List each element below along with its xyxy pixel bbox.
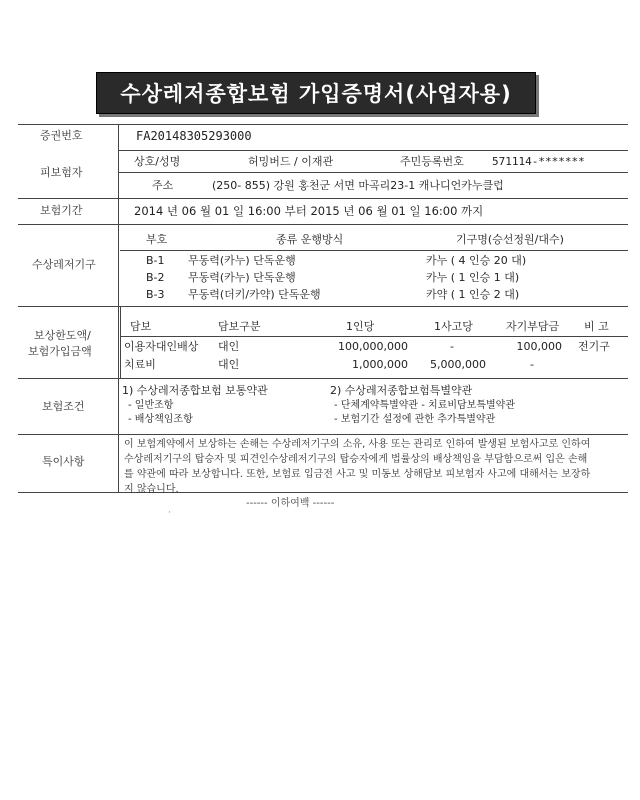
rule-top (18, 124, 628, 125)
cov-header-deductible: 자기부담금 (506, 320, 560, 333)
equip-row-3-no: B-3 (146, 288, 165, 301)
equip-row-3-type: 카약 ( 1 인승 2 대) (426, 288, 520, 301)
insured-label: 피보험자 (40, 166, 83, 179)
cov-row-2-per-person: 1,000,000 (352, 358, 408, 371)
document-title: 수상레저종합보험 가입증명서(사업자용) (96, 72, 536, 114)
notes-label: 특이사항 (42, 455, 85, 468)
insured-name-value: 허밍버드 / 이재관 (248, 155, 334, 168)
conditions-left-item-2: - 배상책임조항 (128, 414, 193, 425)
rule-period (18, 198, 628, 199)
cov-row-2-category: 대인 (218, 358, 240, 371)
conditions-left-item-1: - 일반조항 (128, 400, 174, 411)
rule-insured-name (118, 150, 628, 151)
insured-addr-value: (250- 855) 강원 홍천군 서면 마곡리23-1 캐나디언카누클럽 (212, 179, 504, 192)
rule-equipment (18, 224, 628, 225)
cov-row-1-note: 전기구 (578, 340, 610, 353)
period-label: 보험기간 (40, 204, 83, 217)
cov-header-per-accident: 1사고당 (434, 320, 473, 333)
cert-label: 증권번호 (40, 129, 83, 142)
insured-reg-label: 주민등록번호 (400, 155, 464, 168)
rule-equip-header (120, 250, 628, 251)
cov-header-note: 비 고 (584, 320, 609, 333)
equip-row-2-no: B-2 (146, 271, 165, 284)
cov-header-category: 담보구분 (218, 320, 261, 333)
cert-number: FA20148305293000 (136, 129, 252, 143)
conditions-right-item-2: - 보험기간 설정에 관한 추가특별약관 (334, 414, 496, 425)
equip-row-2-type: 카누 ( 1 인승 1 대) (426, 271, 520, 284)
rule-insured-addr (118, 172, 628, 173)
equipment-label: 수상레저기구 (32, 258, 96, 271)
rule-coverage (18, 306, 628, 307)
equip-header-type: 기구명(승선정원/대수) (456, 233, 564, 246)
equip-row-1-kind: 무동력(카누) 단독운행 (188, 254, 296, 267)
equip-row-1-no: B-1 (146, 254, 165, 267)
rule-notes (18, 434, 628, 435)
equip-row-2-kind: 무동력(카누) 단독운행 (188, 271, 296, 284)
coverage-label-2: 보험가입금액 (28, 345, 92, 358)
period-value: 2014 년 06 월 01 일 16:00 부터 2015 년 06 월 01 일 16:00 까지 (134, 204, 484, 218)
insured-addr-label: 주소 (152, 179, 174, 192)
cov-row-1-category: 대인 (218, 340, 240, 353)
conditions-left-title: 1) 수상레저종합보험 보통약관 (122, 384, 268, 397)
equip-header-kind: 종류 운행방식 (276, 233, 344, 246)
equip-row-1-type: 카누 ( 4 인승 20 대) (426, 254, 527, 267)
notes-text: 이 보험계약에서 보상하는 손해는 수상레저기구의 소유, 사용 또는 관리로 인하여 발생된 보험사고로 인하여 수상레저기구의 탑승자 및 피견인수상레저기구의 탑승자에게 법률상의 배상책임을 부담함으로써 입은 손해를 약관에 따라 보상합니다. 또한, 보험료 입금전 사고 및 미동보 상해담보 피보험자 사고에 대해서는 보장하지 않습니다. (124, 439, 591, 495)
cov-row-1-item: 이용자대인배상 (124, 340, 199, 353)
cov-row-1-deductible: 100,000 (516, 340, 562, 353)
cov-row-1-per-person: 100,000,000 (338, 340, 408, 353)
cov-header-item: 담보 (130, 320, 152, 333)
conditions-right-title: 2) 수상레저종합보험특별약관 (330, 384, 473, 397)
rule-label-column (118, 124, 119, 492)
equip-row-3-kind: 무동력(더키/카약) 단독운행 (188, 288, 321, 301)
conditions-right-item-1: - 단체계약특별약관 - 치료비담보특별약관 (334, 400, 515, 411)
insured-name-label: 상호/성명 (134, 155, 181, 168)
rule-coverage-inner (120, 306, 121, 378)
equip-header-no: 부호 (146, 233, 168, 246)
cov-row-2-per-accident: 5,000,000 (430, 358, 486, 371)
insured-reg-value: 571114-******* (492, 155, 585, 168)
cov-header-per-person: 1인당 (346, 320, 375, 333)
end-mark: ------ 이하여백 ------ (246, 498, 335, 509)
rule-coverage-header (120, 336, 628, 337)
conditions-label: 보험조건 (42, 400, 85, 413)
cov-row-1-per-accident: - (450, 340, 454, 353)
coverage-label-1: 보상한도액/ (34, 329, 91, 342)
cov-row-2-item: 치료비 (124, 358, 156, 371)
cov-row-2-deductible: - (530, 358, 534, 371)
scan-speck: · (168, 508, 171, 518)
rule-conditions (18, 378, 628, 379)
